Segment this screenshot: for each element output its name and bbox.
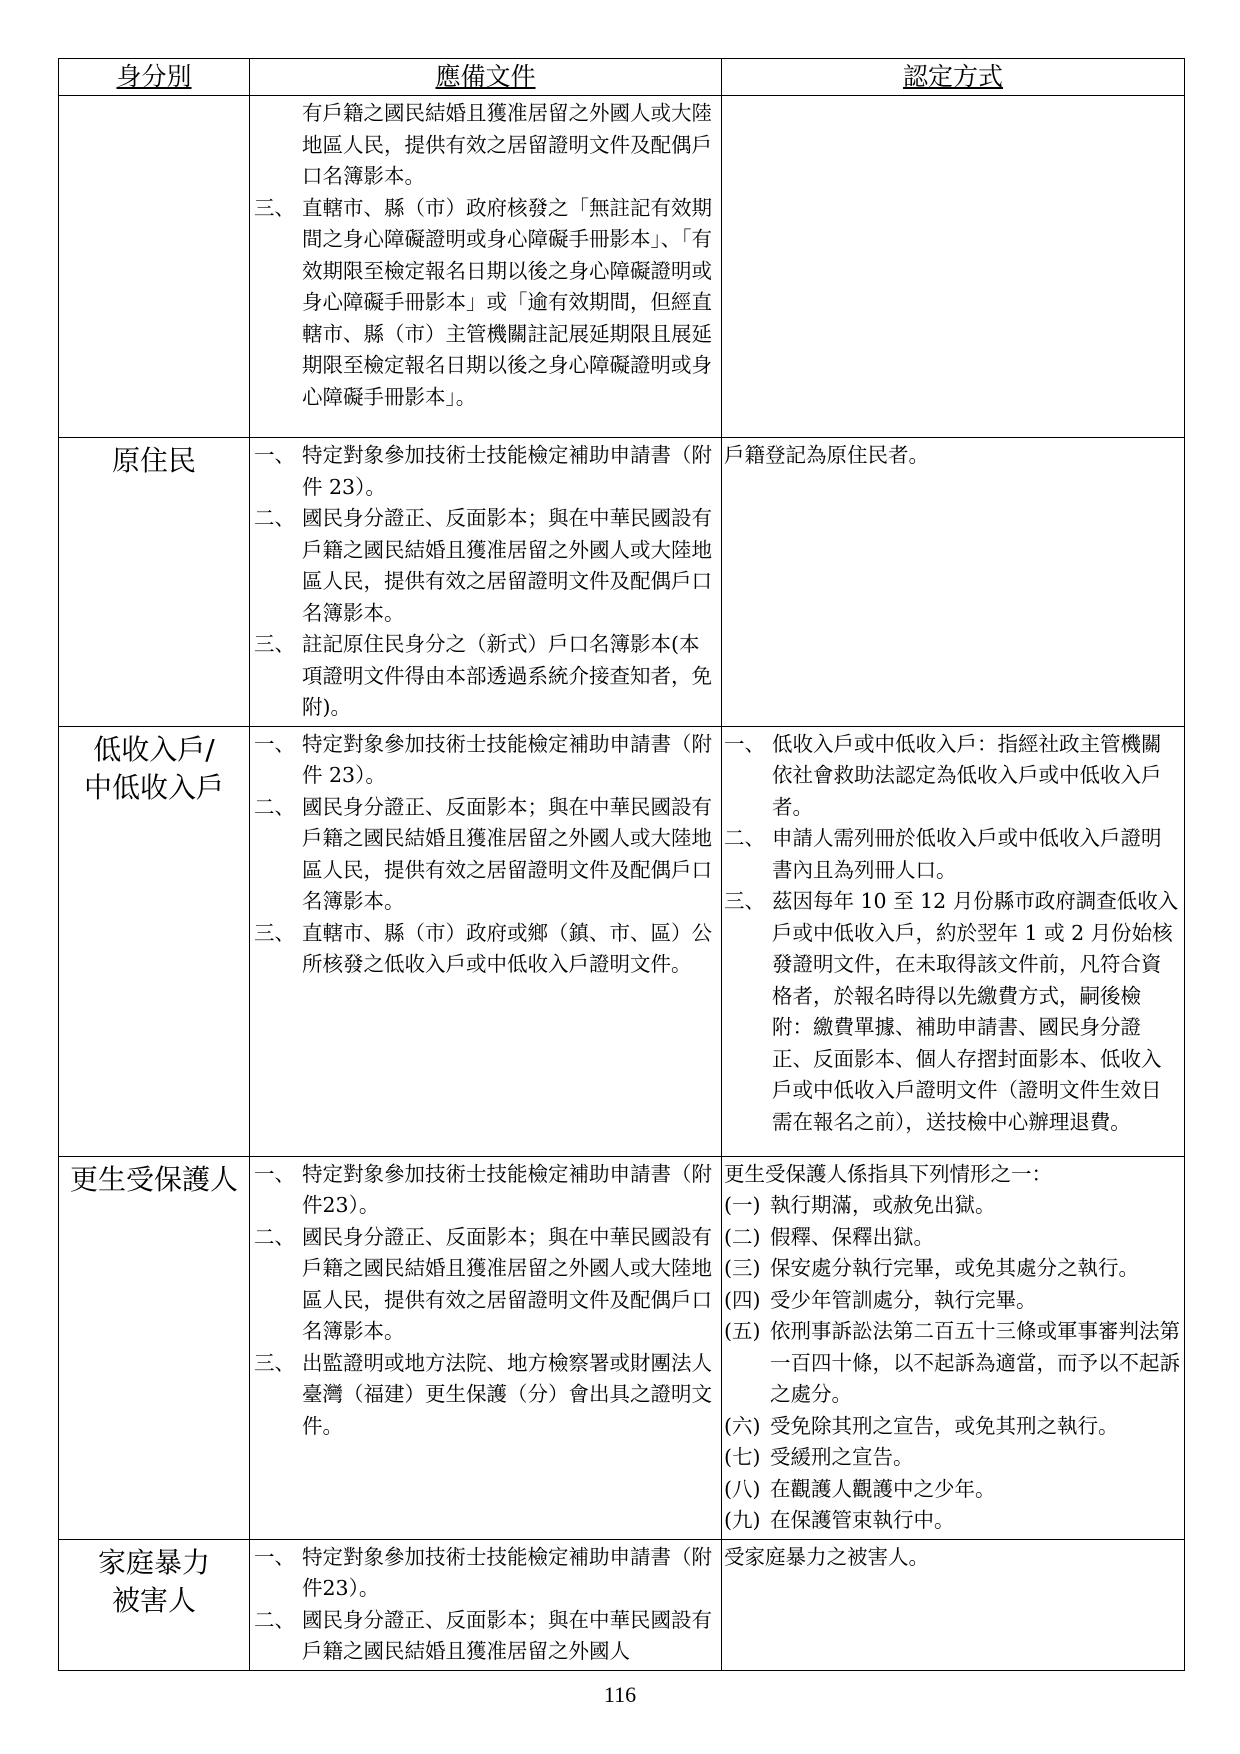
document-item-number: 一、: [254, 443, 295, 467]
identity-type-label: 中低收入戶: [83, 770, 224, 804]
identification-text: 更生受保護人係指具下列情形之一：: [724, 1161, 1052, 1186]
identity-type-cell: [59, 1539, 250, 1670]
identification-item: [724, 1222, 1180, 1254]
document-item-text: 特定對象參加技術士技能檢定補助申請書（附件23）。: [302, 1161, 712, 1217]
identity-type-label: 被害人: [111, 1583, 196, 1617]
identity-type-cell: [59, 726, 250, 1156]
identification-item: [724, 1316, 1180, 1411]
identification-item-number: (五): [724, 1319, 761, 1343]
identity-type-cell: [59, 438, 250, 727]
document-item: [254, 1222, 719, 1348]
eligibility-table: [58, 58, 1185, 1671]
document-item-number: 一、: [254, 1161, 295, 1186]
identification-item: [724, 823, 1180, 886]
identification-item: [724, 1285, 1180, 1317]
required-documents-cell: [250, 726, 722, 1156]
identification-item-text: 在觀護人觀護中之少年。: [770, 1476, 996, 1501]
header-required-documents: 應備文件: [250, 59, 722, 96]
identification-item: [724, 1505, 1180, 1537]
identification-item-text: 在保護管束執行中。: [770, 1508, 955, 1532]
identity-type-cell: [59, 96, 250, 438]
header-identification-method: 認定方式: [722, 59, 1185, 96]
table-row: [59, 1539, 1185, 1670]
page-number: 116: [603, 1682, 637, 1707]
document-item-number: 一、: [254, 1544, 295, 1569]
identification-text: 戶籍登記為原住民者。: [724, 443, 929, 467]
document-text-continued: 有戶籍之國民結婚且獲准居留之外國人或大陸地區人民，提供有效之居留證明文件及配偶戶口名簿影本。: [302, 101, 712, 188]
document-item-text: 國民身分證正、反面影本；與在中華民國設有戶籍之國民結婚且獲准居留之外國人或大陸地區人民，提供有效之居留證明文件及配偶戶口名簿影本。: [302, 794, 712, 913]
identification-item-text: 執行期滿，或赦免出獄。: [770, 1193, 996, 1217]
document-item-text: 特定對象參加技術士技能檢定補助申請書（附件 23）。: [302, 731, 712, 787]
identification-item-number: (三): [724, 1256, 761, 1280]
identification-item: [724, 886, 1180, 1138]
document-item-text: 出監證明或地方法院、地方檢察署或財團法人臺灣（福建）更生保護（分）會出具之證明文件。: [302, 1350, 712, 1438]
document-item: [254, 193, 719, 414]
table-row: [59, 1156, 1185, 1539]
identification-item-text: 假釋、保釋出獄。: [770, 1224, 934, 1249]
identification-item-text: 申請人需列冊於低收入戶或中低收入戶證明書內且為列冊人口。: [772, 826, 1162, 882]
table-row: [59, 726, 1185, 1156]
identity-type-label: 原住民: [111, 444, 196, 477]
document-item-text: 特定對象參加技術士技能檢定補助申請書（附件 23）。: [302, 443, 712, 499]
document-item-number: 三、: [254, 195, 295, 220]
identification-text: 受家庭暴力之被害人。: [724, 1544, 929, 1569]
identification-item-number: 一、: [724, 731, 765, 756]
table-row: [59, 96, 1185, 438]
required-documents-cell: [250, 96, 722, 438]
document-item-number: 三、: [254, 1350, 295, 1375]
identity-type-label: 低收入戶/: [93, 732, 215, 766]
identification-method-cell: [722, 96, 1185, 438]
document-item: [254, 1605, 719, 1668]
identification-item-text: 茲因每年 10 至 12 月份縣市政府調查低收入戶或中低收入戶，約於翌年 1 或 2 月份始核發證明文件，在未取得該文件前，凡符合資格者，於報名時得以先繳費方式，嗣後檢附：繳費單據、補助申請書、國民身分證正、反面影本、個人存摺封面影本、低收入戶或中低收入戶證明文件（證明文件生效日需在報名之前），送技檢中心辦理退費。: [772, 889, 1179, 1134]
identification-method-cell: [722, 726, 1185, 1156]
identity-type-cell: [59, 1156, 250, 1539]
identification-item-number: (八): [724, 1476, 761, 1501]
required-documents-cell: [250, 438, 722, 727]
identification-item-text: 低收入戶或中低收入戶：指經社政主管機關依社會救助法認定為低收入戶或中低收入戶者。: [772, 731, 1162, 819]
identification-item: [724, 1474, 1180, 1506]
identification-method-cell: [722, 1539, 1185, 1670]
identification-item-number: (七): [724, 1445, 761, 1469]
identification-item-number: 三、: [724, 889, 765, 913]
identification-method-cell: [722, 438, 1185, 727]
document-item-number: 二、: [254, 1607, 295, 1632]
identification-item-text: 依刑事訴訟法第二百五十三條或軍事審判法第一百四十條，以不起訴為適當，而予以不起訴之處分。: [770, 1319, 1180, 1406]
identity-type-label: 家庭暴力: [97, 1545, 210, 1579]
document-item-number: 三、: [254, 920, 295, 945]
identification-item-text: 保安處分執行完畢，或免其處分之執行。: [770, 1256, 1139, 1280]
document-item: [254, 629, 719, 724]
document-item: [254, 1348, 719, 1443]
document-item: [254, 729, 719, 792]
document-item-number: 二、: [254, 1224, 295, 1249]
document-item: [254, 792, 719, 918]
document-item-number: 一、: [254, 731, 295, 756]
required-documents-cell: [250, 1156, 722, 1539]
document-item-number: 二、: [254, 506, 295, 530]
document-item-number: 三、: [254, 632, 295, 656]
header-identity-type: 身分別: [59, 59, 250, 96]
identification-item: [724, 1253, 1180, 1285]
document-item: [254, 440, 719, 503]
identification-item-number: (二): [724, 1224, 761, 1249]
identification-item-number: (九): [724, 1508, 761, 1532]
identification-item: [724, 1190, 1180, 1222]
document-item-text: 特定對象參加技術士技能檢定補助申請書（附件23）。: [302, 1544, 712, 1600]
identification-item: [724, 1442, 1180, 1474]
document-item-text: 直轄市、縣（市）政府核發之「無註記有效期間之身心障礙證明或身心障礙手冊影本」、「有效期限至檢定報名日期以後之身心障礙證明或身心障礙手冊影本」或「逾有效期間，但經直轄市、縣（市）主管機關註記展延期限且展延期限至檢定報名日期以後之身心障礙證明或身心障礙手冊影本」。: [302, 195, 712, 409]
document-item: [254, 918, 719, 981]
identification-item-text: 受緩刑之宣告。: [770, 1445, 914, 1469]
header-row: [59, 59, 1185, 96]
identification-item: [724, 1411, 1180, 1443]
identification-item-text: 受少年管訓處分，執行完畢。: [770, 1287, 1037, 1312]
document-item-text: 直轄市、縣（市）政府或鄉（鎮、市、區）公所核發之低收入戶或中低收入戶證明文件。: [302, 920, 712, 976]
document-item-text: 國民身分證正、反面影本；與在中華民國設有戶籍之國民結婚且獲准居留之外國人或大陸地區人民，提供有效之居留證明文件及配偶戶口名簿影本。: [302, 506, 712, 625]
identification-item-number: (六): [724, 1413, 761, 1438]
identification-item-number: 二、: [724, 826, 765, 850]
document-item-text: 國民身分證正、反面影本；與在中華民國設有戶籍之國民結婚且獲准居留之外國人: [302, 1607, 712, 1663]
document-item-text: 國民身分證正、反面影本；與在中華民國設有戶籍之國民結婚且獲准居留之外國人或大陸地區人民，提供有效之居留證明文件及配偶戶口名簿影本。: [302, 1224, 712, 1343]
document-item: [254, 503, 719, 629]
identification-item: [724, 729, 1180, 824]
identification-item-number: (四): [724, 1287, 761, 1312]
identification-item-text: 受免除其刑之宣告，或免其刑之執行。: [770, 1413, 1119, 1438]
identification-method-cell: [722, 1156, 1185, 1539]
document-item: [254, 1159, 719, 1222]
document-item: [254, 1542, 719, 1605]
identity-type-label: 更生受保護人: [69, 1162, 238, 1196]
document-item-number: 二、: [254, 794, 295, 819]
required-documents-cell: [250, 1539, 722, 1670]
document-item-text: 註記原住民身分之（新式）戶口名簿影本(本項證明文件得由本部透過系統介接查知者，免附)。: [302, 632, 712, 719]
identification-item-number: (一): [724, 1193, 761, 1217]
table-row: [59, 438, 1185, 727]
